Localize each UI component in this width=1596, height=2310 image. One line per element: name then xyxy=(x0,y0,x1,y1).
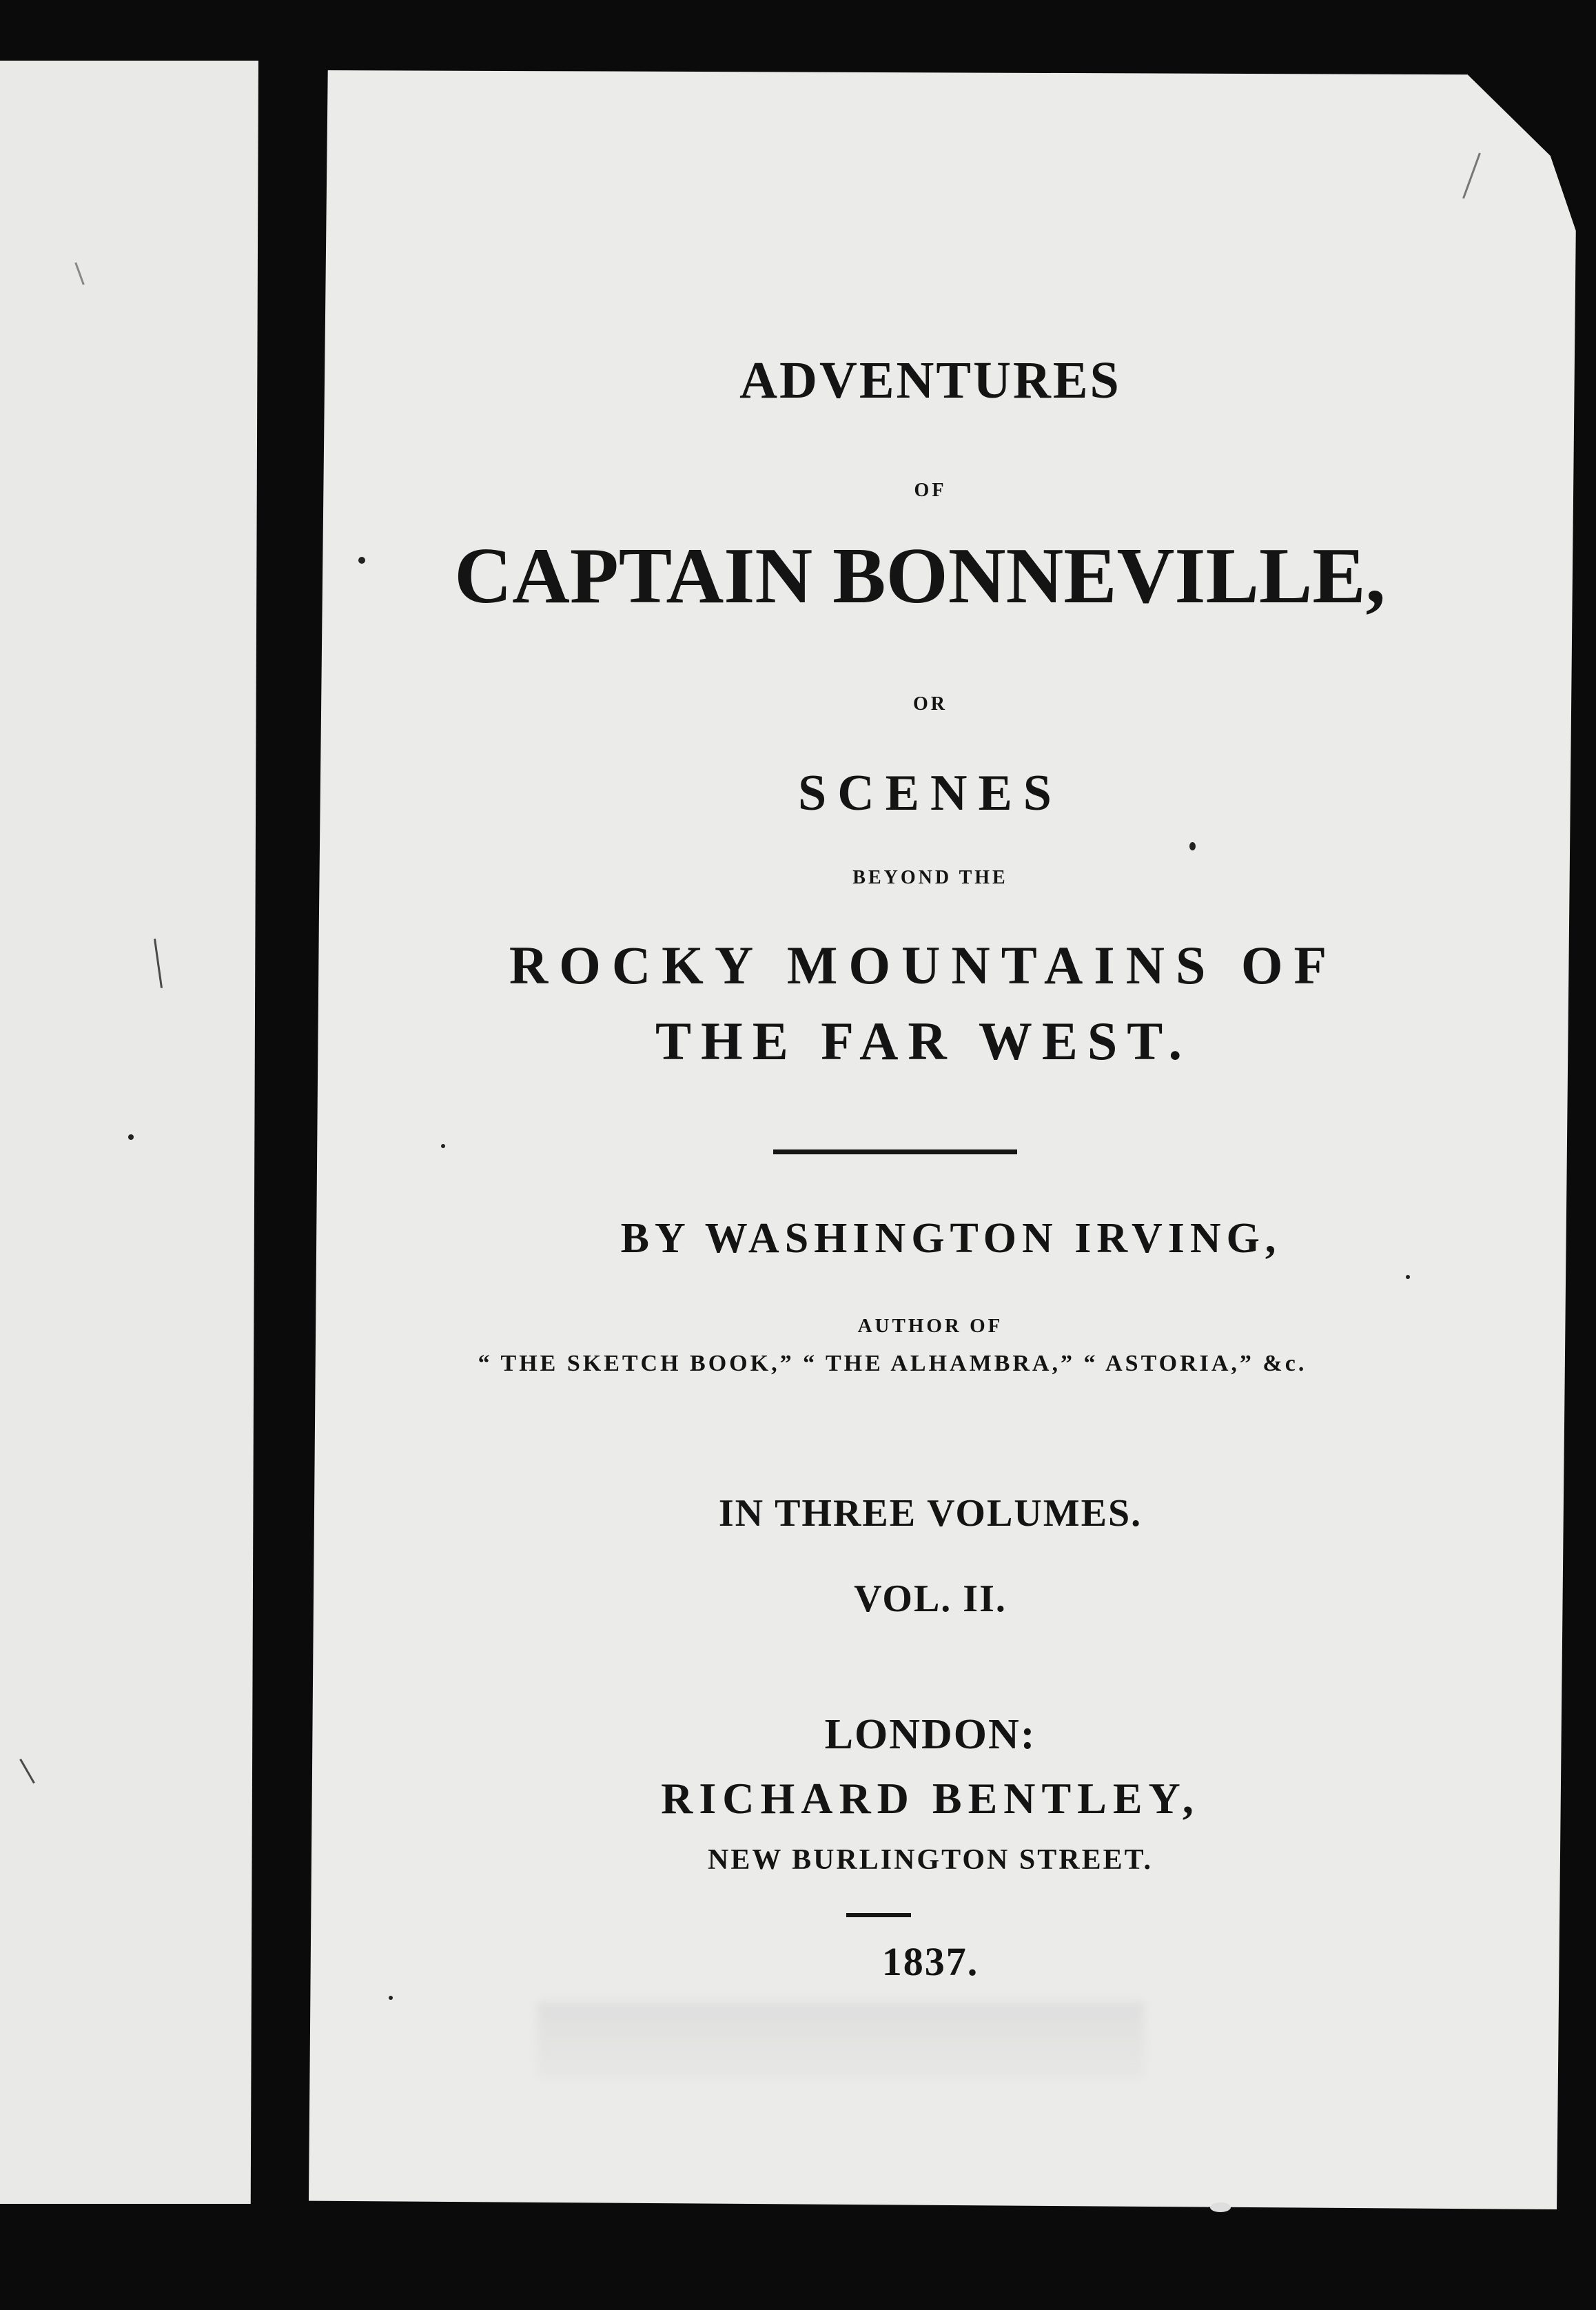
left-page xyxy=(0,61,258,2204)
imprint-rule xyxy=(846,1913,911,1917)
paper-speck xyxy=(1406,1275,1410,1279)
imprint-publisher: RICHARD BENTLEY, xyxy=(661,1774,1200,1823)
paper-speck xyxy=(441,1144,445,1148)
title-adventures: ADVENTURES xyxy=(739,351,1121,409)
imprint-city: LONDON: xyxy=(824,1711,1036,1758)
volume-number: VOL. II. xyxy=(854,1577,1007,1620)
title-rocky-mountains: ROCKY MOUNTAINS OF xyxy=(509,935,1338,995)
paper-speck xyxy=(128,1134,134,1140)
previous-works: “ THE SKETCH BOOK,” “ THE ALHAMBRA,” “ ASTORIA,” &c. xyxy=(478,1351,1307,1376)
title-scenes: SCENES xyxy=(798,765,1063,821)
title-far-west: THE FAR WEST. xyxy=(655,1011,1191,1071)
paper-speck xyxy=(1189,842,1196,850)
paper-speck xyxy=(1210,2202,1231,2212)
title-of: OF xyxy=(914,480,947,501)
imprint-year: 1837. xyxy=(881,1939,979,1984)
paper-speck xyxy=(389,1996,393,2000)
divider-rule xyxy=(773,1149,1017,1154)
title-or: OR xyxy=(913,693,948,715)
imprint-street: NEW BURLINGTON STREET. xyxy=(707,1844,1153,1876)
volumes-line: IN THREE VOLUMES. xyxy=(718,1492,1143,1535)
bleed-through-stamp xyxy=(538,2002,1144,2078)
paper-speck xyxy=(358,557,365,564)
author-of: AUTHOR OF xyxy=(857,1315,1003,1337)
title-captain-bonneville: CAPTAIN BONNEVILLE, xyxy=(454,532,1386,620)
author-line: BY WASHINGTON IRVING, xyxy=(620,1215,1282,1262)
title-beyond-the: BEYOND THE xyxy=(852,867,1008,888)
